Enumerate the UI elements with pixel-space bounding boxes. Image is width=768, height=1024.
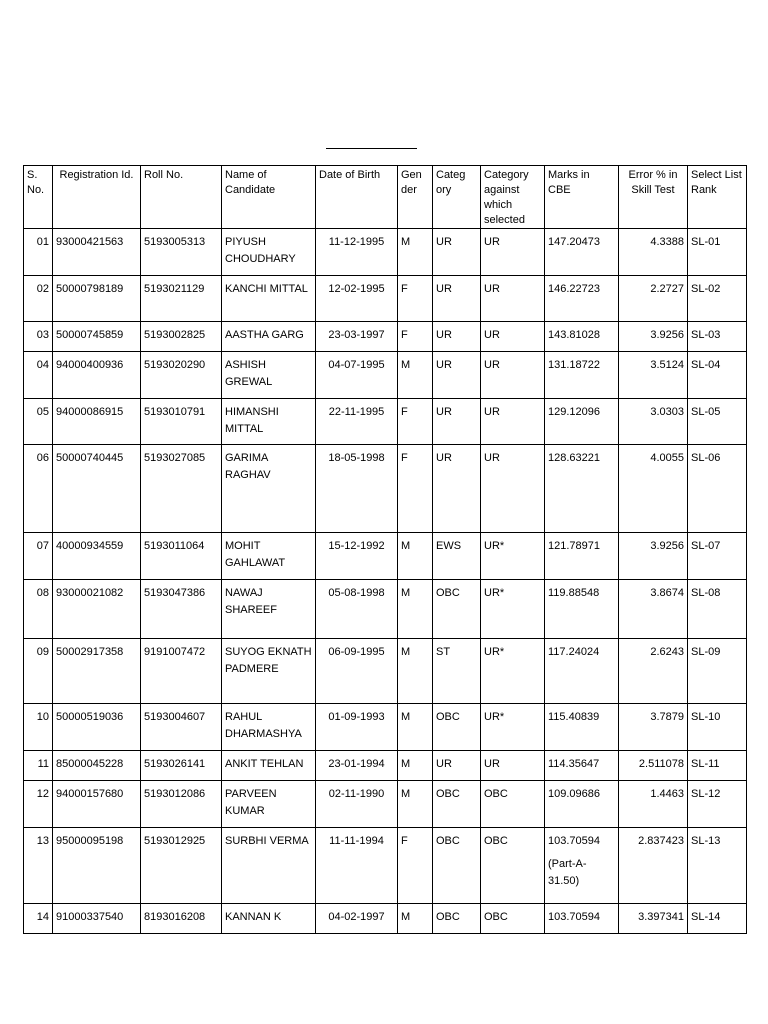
cell-gender: F bbox=[398, 322, 433, 352]
cell-error-percent: 2.837423 bbox=[619, 828, 688, 904]
cell-category: UR bbox=[433, 445, 481, 533]
marks-value: 103.70594 bbox=[548, 911, 600, 923]
table-row bbox=[24, 322, 747, 352]
cell-candidate-name: GARIMA RAGHAV bbox=[222, 445, 316, 533]
cell-date-of-birth: 18-05-1998 bbox=[316, 445, 398, 533]
cell-roll-no: 5193027085 bbox=[141, 445, 222, 533]
marks-value: 115.40839 bbox=[548, 711, 600, 723]
cell-gender: M bbox=[398, 352, 433, 399]
cell-category: UR bbox=[433, 229, 481, 276]
cell-registration-id: 93000021082 bbox=[53, 580, 141, 639]
cell-registration-id: 94000157680 bbox=[53, 781, 141, 828]
cell-roll-no: 5193012925 bbox=[141, 828, 222, 904]
table-row bbox=[24, 445, 747, 533]
cell-date-of-birth: 04-02-1997 bbox=[316, 904, 398, 934]
cell-select-list-rank: SL-01 bbox=[688, 229, 747, 276]
cell-sno: 04 bbox=[24, 352, 53, 399]
cell-category: UR bbox=[433, 751, 481, 781]
cell-sno: 07 bbox=[24, 533, 53, 580]
cell-error-percent: 4.0055 bbox=[619, 445, 688, 533]
marks-note: (Part-A-31.50) bbox=[548, 858, 587, 887]
cell-date-of-birth: 15-12-1992 bbox=[316, 533, 398, 580]
cell-gender: F bbox=[398, 399, 433, 445]
cell-error-percent: 2.511078 bbox=[619, 751, 688, 781]
cell-category-selected: UR bbox=[481, 322, 545, 352]
cell-roll-no: 5193012086 bbox=[141, 781, 222, 828]
cell-registration-id: 94000400936 bbox=[53, 352, 141, 399]
table-row bbox=[24, 229, 747, 276]
cell-select-list-rank: SL-14 bbox=[688, 904, 747, 934]
cell-category: UR bbox=[433, 352, 481, 399]
cell-select-list-rank: SL-13 bbox=[688, 828, 747, 904]
cell-candidate-name: PARVEEN KUMAR bbox=[222, 781, 316, 828]
cell-gender: M bbox=[398, 781, 433, 828]
cell-registration-id: 50000740445 bbox=[53, 445, 141, 533]
cell-marks-cbe bbox=[545, 580, 619, 639]
marks-value: 121.78971 bbox=[548, 540, 600, 552]
cell-gender: F bbox=[398, 828, 433, 904]
cell-date-of-birth: 23-03-1997 bbox=[316, 322, 398, 352]
cell-marks-cbe bbox=[545, 639, 619, 704]
table-row bbox=[24, 828, 747, 904]
header-error-percent: Error % in Skill Test bbox=[619, 166, 688, 229]
cell-marks-cbe bbox=[545, 533, 619, 580]
cell-select-list-rank: SL-12 bbox=[688, 781, 747, 828]
cell-marks-cbe bbox=[545, 751, 619, 781]
table-row bbox=[24, 352, 747, 399]
cell-date-of-birth: 23-01-1994 bbox=[316, 751, 398, 781]
cell-select-list-rank: SL-03 bbox=[688, 322, 747, 352]
cell-marks-cbe bbox=[545, 322, 619, 352]
table-row bbox=[24, 751, 747, 781]
cell-marks-cbe bbox=[545, 445, 619, 533]
cell-category: UR bbox=[433, 399, 481, 445]
cell-candidate-name: HIMANSHI MITTAL bbox=[222, 399, 316, 445]
marks-value: 109.09686 bbox=[548, 788, 600, 800]
cell-date-of-birth: 11-11-1994 bbox=[316, 828, 398, 904]
cell-sno: 14 bbox=[24, 904, 53, 934]
header-registration-id: Registration Id. bbox=[53, 166, 141, 229]
marks-value: 103.70594 bbox=[548, 835, 600, 847]
title-underline bbox=[326, 148, 417, 149]
cell-date-of-birth: 02-11-1990 bbox=[316, 781, 398, 828]
cell-gender: F bbox=[398, 276, 433, 322]
cell-category: EWS bbox=[433, 533, 481, 580]
cell-sno: 03 bbox=[24, 322, 53, 352]
cell-sno: 01 bbox=[24, 229, 53, 276]
cell-category: UR bbox=[433, 322, 481, 352]
cell-date-of-birth: 04-07-1995 bbox=[316, 352, 398, 399]
cell-sno: 09 bbox=[24, 639, 53, 704]
cell-registration-id: 40000934559 bbox=[53, 533, 141, 580]
cell-category-selected: OBC bbox=[481, 904, 545, 934]
cell-category-selected: UR* bbox=[481, 704, 545, 751]
cell-gender: M bbox=[398, 704, 433, 751]
cell-select-list-rank: SL-04 bbox=[688, 352, 747, 399]
cell-error-percent: 3.9256 bbox=[619, 322, 688, 352]
table-row bbox=[24, 533, 747, 580]
marks-value: 119.88548 bbox=[548, 587, 600, 599]
cell-marks-cbe bbox=[545, 904, 619, 934]
table-row bbox=[24, 399, 747, 445]
cell-sno: 12 bbox=[24, 781, 53, 828]
cell-candidate-name: MOHIT GAHLAWAT bbox=[222, 533, 316, 580]
cell-roll-no: 5193005313 bbox=[141, 229, 222, 276]
cell-select-list-rank: SL-10 bbox=[688, 704, 747, 751]
cell-marks-cbe bbox=[545, 352, 619, 399]
header-category: Categ ory bbox=[433, 166, 481, 229]
cell-candidate-name: SUYOG EKNATH PADMERE bbox=[222, 639, 316, 704]
header-category-selected: Category against which selected bbox=[481, 166, 545, 229]
cell-roll-no: 5193026141 bbox=[141, 751, 222, 781]
marks-value: 129.12096 bbox=[548, 406, 600, 418]
cell-select-list-rank: SL-08 bbox=[688, 580, 747, 639]
cell-category-selected: UR bbox=[481, 445, 545, 533]
cell-roll-no: 9191007472 bbox=[141, 639, 222, 704]
cell-category-selected: UR bbox=[481, 276, 545, 322]
cell-marks-cbe bbox=[545, 828, 619, 904]
cell-roll-no: 8193016208 bbox=[141, 904, 222, 934]
cell-category: OBC bbox=[433, 828, 481, 904]
cell-sno: 10 bbox=[24, 704, 53, 751]
cell-sno: 13 bbox=[24, 828, 53, 904]
cell-category: OBC bbox=[433, 580, 481, 639]
cell-registration-id: 50002917358 bbox=[53, 639, 141, 704]
header-row bbox=[24, 166, 747, 229]
header-roll-no: Roll No. bbox=[141, 166, 222, 229]
cell-date-of-birth: 12-02-1995 bbox=[316, 276, 398, 322]
cell-select-list-rank: SL-05 bbox=[688, 399, 747, 445]
cell-gender: F bbox=[398, 445, 433, 533]
marks-value: 114.35647 bbox=[548, 758, 600, 770]
cell-category-selected: UR* bbox=[481, 533, 545, 580]
cell-marks-cbe bbox=[545, 704, 619, 751]
marks-value: 131.18722 bbox=[548, 359, 600, 371]
cell-registration-id: 50000798189 bbox=[53, 276, 141, 322]
header-gender: Gen der bbox=[398, 166, 433, 229]
cell-category-selected: OBC bbox=[481, 828, 545, 904]
cell-registration-id: 50000745859 bbox=[53, 322, 141, 352]
cell-error-percent: 3.8674 bbox=[619, 580, 688, 639]
cell-candidate-name: RAHUL DHARMASHYA bbox=[222, 704, 316, 751]
cell-error-percent: 2.2727 bbox=[619, 276, 688, 322]
cell-registration-id: 94000086915 bbox=[53, 399, 141, 445]
cell-date-of-birth: 05-08-1998 bbox=[316, 580, 398, 639]
cell-category: OBC bbox=[433, 904, 481, 934]
results-table bbox=[23, 165, 747, 934]
cell-category: UR bbox=[433, 276, 481, 322]
cell-sno: 06 bbox=[24, 445, 53, 533]
cell-candidate-name: KANCHI MITTAL bbox=[222, 276, 316, 322]
cell-marks-cbe bbox=[545, 229, 619, 276]
cell-error-percent: 1.4463 bbox=[619, 781, 688, 828]
cell-date-of-birth: 22-11-1995 bbox=[316, 399, 398, 445]
header-sno: S. No. bbox=[24, 166, 53, 229]
table-row bbox=[24, 904, 747, 934]
table-row bbox=[24, 639, 747, 704]
cell-registration-id: 50000519036 bbox=[53, 704, 141, 751]
cell-error-percent: 3.397341 bbox=[619, 904, 688, 934]
cell-category-selected: UR bbox=[481, 399, 545, 445]
cell-select-list-rank: SL-11 bbox=[688, 751, 747, 781]
cell-sno: 11 bbox=[24, 751, 53, 781]
cell-registration-id: 85000045228 bbox=[53, 751, 141, 781]
cell-registration-id: 91000337540 bbox=[53, 904, 141, 934]
cell-category: OBC bbox=[433, 704, 481, 751]
header-select-list-rank: Select List Rank bbox=[688, 166, 747, 229]
header-date-of-birth: Date of Birth bbox=[316, 166, 398, 229]
cell-error-percent: 3.5124 bbox=[619, 352, 688, 399]
marks-value: 143.81028 bbox=[548, 329, 600, 341]
cell-category-selected: UR* bbox=[481, 580, 545, 639]
cell-category: ST bbox=[433, 639, 481, 704]
table-row bbox=[24, 781, 747, 828]
cell-select-list-rank: SL-07 bbox=[688, 533, 747, 580]
cell-gender: M bbox=[398, 904, 433, 934]
cell-gender: M bbox=[398, 533, 433, 580]
cell-candidate-name: AASTHA GARG bbox=[222, 322, 316, 352]
cell-gender: M bbox=[398, 229, 433, 276]
table-row bbox=[24, 276, 747, 322]
cell-select-list-rank: SL-09 bbox=[688, 639, 747, 704]
cell-error-percent: 3.7879 bbox=[619, 704, 688, 751]
marks-value: 147.20473 bbox=[548, 236, 600, 248]
cell-sno: 08 bbox=[24, 580, 53, 639]
cell-category-selected: UR bbox=[481, 352, 545, 399]
cell-date-of-birth: 11-12-1995 bbox=[316, 229, 398, 276]
header-candidate-name: Name of Candidate bbox=[222, 166, 316, 229]
cell-category-selected: OBC bbox=[481, 781, 545, 828]
cell-date-of-birth: 06-09-1995 bbox=[316, 639, 398, 704]
cell-error-percent: 3.0303 bbox=[619, 399, 688, 445]
cell-candidate-name: SURBHI VERMA bbox=[222, 828, 316, 904]
cell-marks-cbe bbox=[545, 781, 619, 828]
cell-candidate-name: NAWAJ SHAREEF bbox=[222, 580, 316, 639]
cell-error-percent: 3.9256 bbox=[619, 533, 688, 580]
cell-marks-cbe bbox=[545, 276, 619, 322]
cell-candidate-name: KANNAN K bbox=[222, 904, 316, 934]
cell-candidate-name: ANKIT TEHLAN bbox=[222, 751, 316, 781]
cell-select-list-rank: SL-06 bbox=[688, 445, 747, 533]
cell-roll-no: 5193010791 bbox=[141, 399, 222, 445]
table-row bbox=[24, 580, 747, 639]
cell-gender: M bbox=[398, 639, 433, 704]
cell-roll-no: 5193002825 bbox=[141, 322, 222, 352]
cell-select-list-rank: SL-02 bbox=[688, 276, 747, 322]
table-row bbox=[24, 704, 747, 751]
cell-error-percent: 4.3388 bbox=[619, 229, 688, 276]
cell-registration-id: 95000095198 bbox=[53, 828, 141, 904]
marks-value: 146.22723 bbox=[548, 283, 600, 295]
cell-category: OBC bbox=[433, 781, 481, 828]
cell-gender: M bbox=[398, 751, 433, 781]
cell-error-percent: 2.6243 bbox=[619, 639, 688, 704]
cell-category-selected: UR* bbox=[481, 639, 545, 704]
marks-value: 128.63221 bbox=[548, 452, 600, 464]
cell-sno: 02 bbox=[24, 276, 53, 322]
marks-value: 117.24024 bbox=[548, 646, 600, 658]
cell-registration-id: 93000421563 bbox=[53, 229, 141, 276]
cell-roll-no: 5193047386 bbox=[141, 580, 222, 639]
cell-category-selected: UR bbox=[481, 751, 545, 781]
cell-candidate-name: ASHISH GREWAL bbox=[222, 352, 316, 399]
cell-roll-no: 5193021129 bbox=[141, 276, 222, 322]
cell-date-of-birth: 01-09-1993 bbox=[316, 704, 398, 751]
cell-roll-no: 5193020290 bbox=[141, 352, 222, 399]
header-marks-cbe: Marks in CBE bbox=[545, 166, 619, 229]
cell-roll-no: 5193011064 bbox=[141, 533, 222, 580]
cell-roll-no: 5193004607 bbox=[141, 704, 222, 751]
cell-candidate-name: PIYUSH CHOUDHARY bbox=[222, 229, 316, 276]
cell-marks-cbe bbox=[545, 399, 619, 445]
cell-sno: 05 bbox=[24, 399, 53, 445]
cell-category-selected: UR bbox=[481, 229, 545, 276]
cell-gender: M bbox=[398, 580, 433, 639]
